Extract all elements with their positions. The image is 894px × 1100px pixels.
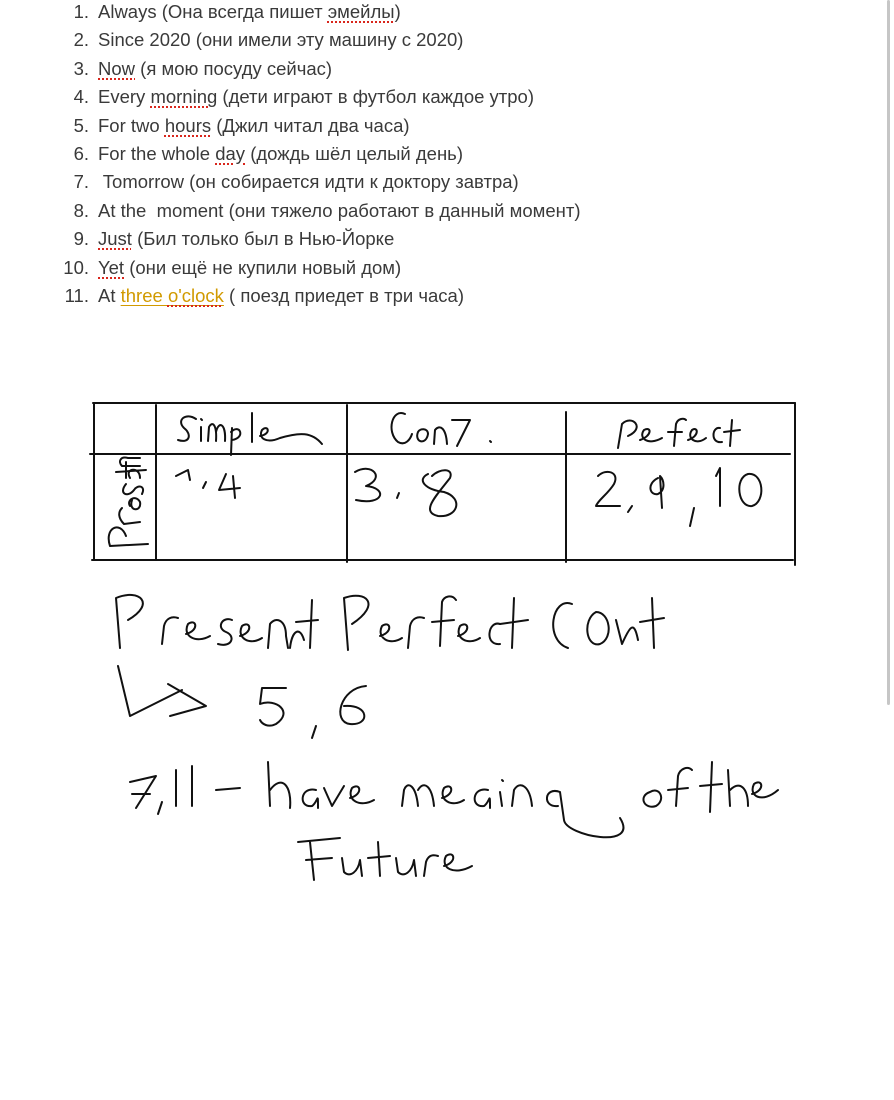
link-three-oclock[interactable]: three o'clock <box>120 285 224 306</box>
item-text: For two hours (Джил читал два часа) <box>98 115 410 136</box>
item-text: At three o'clock ( поезд приедет в три часа) <box>98 285 464 306</box>
item-number: 3. <box>73 58 89 79</box>
row-label-present-handwriting <box>109 458 148 546</box>
item-number: 9. <box>73 228 89 249</box>
item-text: Tomorrow (он собирается идти к доктору завтра) <box>98 171 519 192</box>
item-text: For the whole day (дождь шёл целый день) <box>98 143 463 164</box>
item-number: 6. <box>73 143 89 164</box>
misspelled-word[interactable]: morning <box>150 86 218 107</box>
handwritten-table <box>90 403 795 565</box>
item-number: 5. <box>73 115 89 136</box>
misspelled-word[interactable]: Yet <box>98 257 125 278</box>
item-text: Now (я мою посуду сейчас) <box>98 58 333 79</box>
item-text: Just (Бил только был в Нью-Йорке <box>98 228 395 249</box>
misspelled-word[interactable]: hours <box>164 115 212 136</box>
item-text: Always (Она всегда пишет эмейлы) <box>98 1 401 22</box>
item-number: 2. <box>73 29 89 50</box>
cell-perfect-values <box>596 468 761 526</box>
handwritten-line-4 <box>298 838 472 880</box>
misspelled-word[interactable]: Just <box>98 228 132 249</box>
misspelled-word[interactable]: эмейлы <box>327 1 395 22</box>
item-text: Since 2020 (они имели эту машину с 2020) <box>98 29 464 50</box>
handwritten-line-1 <box>116 595 664 650</box>
misspelled-word[interactable]: Now <box>98 58 136 79</box>
header-simple-handwriting <box>178 413 322 455</box>
item-text: Yet (они ещё не купили новый дом) <box>98 257 402 278</box>
item-text: Every morning (дети играют в футбол каждое утро) <box>98 86 534 107</box>
misspelled-word[interactable]: day <box>215 143 246 164</box>
item-number: 7. <box>73 171 89 192</box>
item-text: At the moment (они тяжело работают в данный момент) <box>98 200 581 221</box>
cell-cont-values <box>355 469 456 516</box>
item-number: 1. <box>73 1 89 22</box>
item-number: 10. <box>63 257 89 278</box>
header-cont-handwriting <box>392 413 491 446</box>
item-number: 8. <box>73 200 89 221</box>
cell-simple-values <box>176 470 240 498</box>
item-number: 4. <box>73 86 89 107</box>
item-number: 11. <box>64 285 89 306</box>
handwritten-line-3 <box>130 762 778 837</box>
header-perfect-handwriting <box>618 419 740 448</box>
handwritten-line-2 <box>118 666 366 738</box>
